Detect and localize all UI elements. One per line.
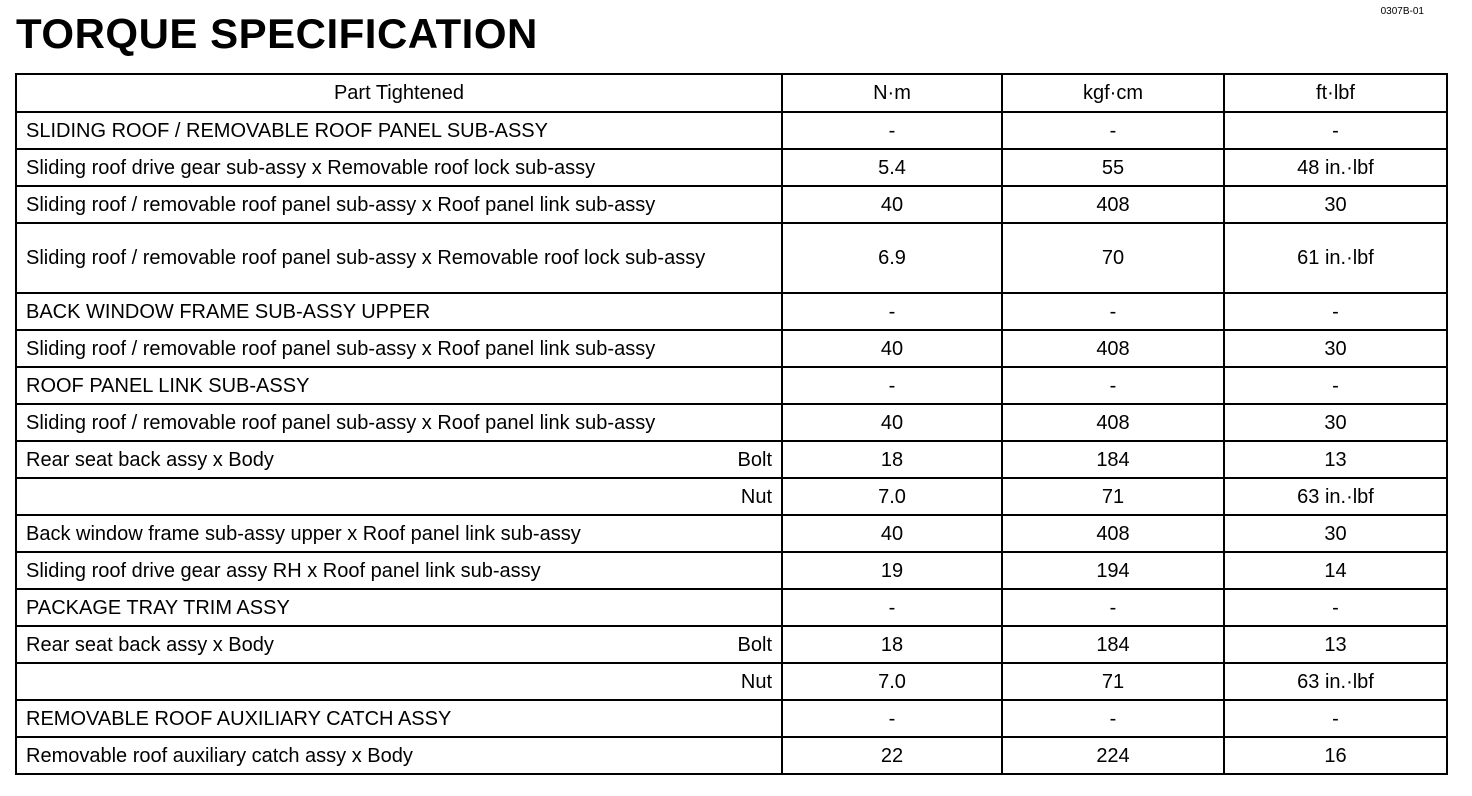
torque-nm: 18 xyxy=(782,626,1002,663)
torque-kgfcm: - xyxy=(1002,112,1224,149)
torque-nm: - xyxy=(782,112,1002,149)
part-cell xyxy=(16,478,782,515)
header-kgfcm: kgf·cm xyxy=(1002,74,1224,112)
torque-ftlbf: 48 in.·lbf xyxy=(1224,149,1447,186)
table-row xyxy=(16,626,1447,663)
part-name: Sliding roof / removable roof panel sub-assy x Removable roof lock sub-assy xyxy=(26,247,706,269)
table-row xyxy=(16,112,1447,149)
table-row xyxy=(16,663,1447,700)
part-cell xyxy=(16,700,782,737)
table-row xyxy=(16,589,1447,626)
torque-ftlbf: 30 xyxy=(1224,330,1447,367)
torque-kgfcm: 70 xyxy=(1002,223,1224,293)
torque-ftlbf: 13 xyxy=(1224,441,1447,478)
part-name: Rear seat back assy x Body xyxy=(26,633,274,656)
torque-kgfcm: - xyxy=(1002,700,1224,737)
table-row xyxy=(16,149,1447,186)
torque-ftlbf: - xyxy=(1224,112,1447,149)
torque-kgfcm: 71 xyxy=(1002,478,1224,515)
torque-kgfcm: 55 xyxy=(1002,149,1224,186)
header-nm: N·m xyxy=(782,74,1002,112)
part-name: Sliding roof / removable roof panel sub-assy x Roof panel link sub-assy xyxy=(26,411,656,434)
table-row xyxy=(16,367,1447,404)
part-name: ROOF PANEL LINK SUB-ASSY xyxy=(26,374,310,397)
part-cell xyxy=(16,112,782,149)
torque-kgfcm: 71 xyxy=(1002,663,1224,700)
torque-kgfcm: 408 xyxy=(1002,330,1224,367)
torque-nm: - xyxy=(782,700,1002,737)
part-name: PACKAGE TRAY TRIM ASSY xyxy=(26,596,290,619)
header-part-tightened: Part Tightened xyxy=(16,74,782,112)
part-cell xyxy=(16,552,782,589)
table-row xyxy=(16,223,1447,293)
torque-nm: - xyxy=(782,589,1002,626)
torque-nm: 5.4 xyxy=(782,149,1002,186)
page-code: 0307B-01 xyxy=(1380,6,1424,17)
part-cell xyxy=(16,186,782,223)
torque-ftlbf: 13 xyxy=(1224,626,1447,663)
part-name: BACK WINDOW FRAME SUB-ASSY UPPER xyxy=(26,300,431,323)
table-row xyxy=(16,330,1447,367)
torque-ftlbf: 30 xyxy=(1224,404,1447,441)
part-name: REMOVABLE ROOF AUXILIARY CATCH ASSY xyxy=(26,707,452,730)
part-cell xyxy=(16,441,782,478)
table-row xyxy=(16,515,1447,552)
part-cell xyxy=(16,367,782,404)
torque-ftlbf: 61 in.·lbf xyxy=(1224,223,1447,293)
part-cell xyxy=(16,737,782,774)
part-cell xyxy=(16,404,782,441)
torque-nm: 7.0 xyxy=(782,478,1002,515)
torque-ftlbf: 63 in.·lbf xyxy=(1224,663,1447,700)
torque-nm: 40 xyxy=(782,515,1002,552)
table-row xyxy=(16,552,1447,589)
part-name: Sliding roof / removable roof panel sub-assy x Roof panel link sub-assy xyxy=(26,337,656,360)
part-name: Rear seat back assy x Body xyxy=(26,448,274,471)
page-title: TORQUE SPECIFICATION xyxy=(16,10,538,57)
torque-ftlbf: 63 in.·lbf xyxy=(1224,478,1447,515)
torque-ftlbf: - xyxy=(1224,589,1447,626)
torque-kgfcm: - xyxy=(1002,589,1224,626)
torque-kgfcm: 194 xyxy=(1002,552,1224,589)
torque-ftlbf: - xyxy=(1224,700,1447,737)
part-name: Sliding roof drive gear sub-assy x Removable roof lock sub-assy xyxy=(26,156,596,179)
torque-kgfcm: 408 xyxy=(1002,186,1224,223)
torque-kgfcm: 408 xyxy=(1002,404,1224,441)
torque-ftlbf: 16 xyxy=(1224,737,1447,774)
part-cell xyxy=(16,589,782,626)
part-cell xyxy=(16,330,782,367)
table-header-row xyxy=(16,74,1447,112)
torque-nm: - xyxy=(782,367,1002,404)
part-cell xyxy=(16,626,782,663)
torque-nm: - xyxy=(782,293,1002,330)
torque-nm: 7.0 xyxy=(782,663,1002,700)
torque-kgfcm: 224 xyxy=(1002,737,1224,774)
part-cell xyxy=(16,223,782,293)
torque-ftlbf: - xyxy=(1224,367,1447,404)
torque-kgfcm: 184 xyxy=(1002,626,1224,663)
part-name: Sliding roof drive gear assy RH x Roof panel link sub-assy xyxy=(26,559,541,582)
torque-kgfcm: 184 xyxy=(1002,441,1224,478)
torque-nm: 22 xyxy=(782,737,1002,774)
torque-nm: 40 xyxy=(782,186,1002,223)
part-name: SLIDING ROOF / REMOVABLE ROOF PANEL SUB-ASSY xyxy=(26,119,548,142)
torque-ftlbf: 30 xyxy=(1224,186,1447,223)
torque-ftlbf: 30 xyxy=(1224,515,1447,552)
part-cell xyxy=(16,663,782,700)
torque-spec-table xyxy=(15,73,1448,775)
torque-nm: 19 xyxy=(782,552,1002,589)
table-row xyxy=(16,293,1447,330)
part-cell xyxy=(16,515,782,552)
torque-nm: 40 xyxy=(782,330,1002,367)
table-row xyxy=(16,441,1447,478)
part-fastener: Bolt xyxy=(737,448,772,471)
table-row xyxy=(16,404,1447,441)
table-row xyxy=(16,737,1447,774)
torque-kgfcm: - xyxy=(1002,293,1224,330)
torque-ftlbf: 14 xyxy=(1224,552,1447,589)
part-fastener: Nut xyxy=(740,670,772,693)
part-name: Sliding roof / removable roof panel sub-assy x Roof panel link sub-assy xyxy=(26,193,656,216)
part-fastener: Nut xyxy=(740,485,772,508)
table-row xyxy=(16,478,1447,515)
torque-nm: 18 xyxy=(782,441,1002,478)
part-name: Back window frame sub-assy upper x Roof panel link sub-assy xyxy=(26,522,581,545)
part-fastener: Bolt xyxy=(737,633,772,656)
part-cell xyxy=(16,293,782,330)
table-row xyxy=(16,186,1447,223)
torque-ftlbf: - xyxy=(1224,293,1447,330)
part-cell xyxy=(16,149,782,186)
torque-kgfcm: 408 xyxy=(1002,515,1224,552)
table-row xyxy=(16,700,1447,737)
torque-kgfcm: - xyxy=(1002,367,1224,404)
torque-nm: 40 xyxy=(782,404,1002,441)
torque-nm: 6.9 xyxy=(782,223,1002,293)
part-name: Removable roof auxiliary catch assy x Body xyxy=(26,744,413,767)
header-ftlbf: ft·lbf xyxy=(1224,74,1447,112)
